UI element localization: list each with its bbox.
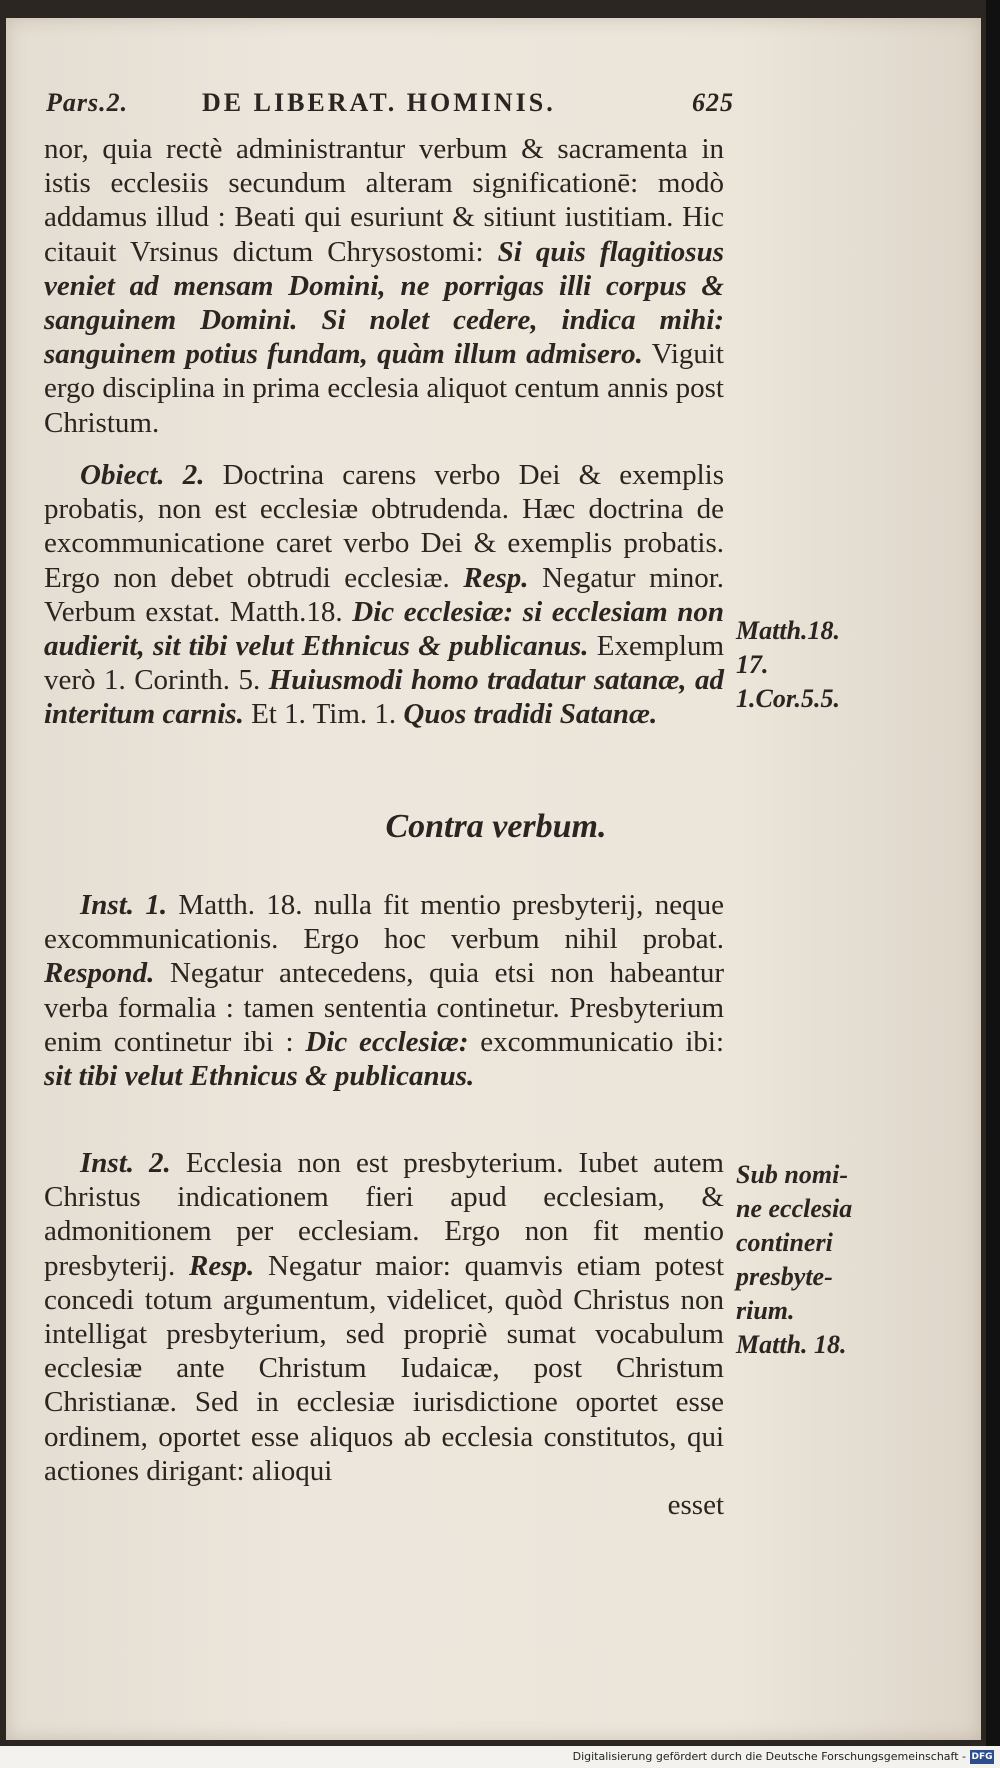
block3-segment-5: excommunicatio ibi: — [468, 1025, 725, 1058]
block2-segment-4: Dic ecclesiæ: si ecclesiam non audierit, sit tibi velut Ethnicus & publicanus. — [44, 595, 724, 663]
paragraph-objection — [44, 458, 724, 732]
paragraph-1 — [44, 132, 724, 440]
margin-note-references — [736, 614, 876, 716]
footer-bar — [0, 1746, 1000, 1768]
block2-segment-3: Negatur minor. Verbum exstat. Matth.18. — [44, 561, 725, 628]
block2-segment-8: Quos tradidi Satanæ. — [403, 698, 658, 731]
paragraph-2 — [44, 458, 724, 732]
block2-segment-6: Huiusmodi homo tradatur satanæ, ad interitum carnis. — [44, 664, 724, 731]
margin-note-line: Matth. 18. — [736, 1330, 847, 1359]
block2-segment-2: Resp. — [463, 561, 529, 594]
block2-segment-0: Obiect. 2. — [80, 459, 205, 491]
paragraph-instance-1 — [44, 888, 724, 1093]
block3-segment-3: Negatur antecedens, quia etsi non habeantur verba formalia : tamen sententia continetur. Presbyterium enim continetur ibi : — [44, 957, 724, 1058]
margin-note-line: contineri — [736, 1228, 833, 1257]
running-head-title: DE LIBERAT. HOMINIS. — [202, 88, 556, 117]
block3-segment-6: sit tibi velut Ethnicus & publicanus. — [44, 1060, 475, 1093]
scan-edge — [986, 0, 1000, 1768]
block2-segment-7: Et 1. Tim. 1. — [243, 698, 404, 731]
paragraph-continuation — [44, 132, 724, 440]
block1-segment-1: Si quis flagitiosus veniet ad mensam Domini, ne porrigas illi corpus & sanguinem Domini. Si nolet cedere, indica mihi: sanguinem potius fundam, quàm illum admisero. — [44, 235, 724, 371]
block4-segment-3: Negatur maior: quamvis etiam potest concedi totum argumentum, videlicet, quòd Christus non intelligat presbyterium, sed propriè sumat vocabulum ecclesiæ ante Christum Iudaicæ, post Christum Christianæ. Sed in ecclesiæ iurisdictione oportet esse ordinem, oportet esse aliquos ab ecclesia constitutos, qui actiones dirigant: alioqui — [44, 1249, 725, 1487]
section-heading: Contra verbum. — [385, 808, 607, 845]
margin-note-line: Matth.18. — [736, 616, 841, 645]
block4-segment-0: Inst. 2. — [80, 1147, 171, 1179]
margin-note-line: rium. — [736, 1296, 795, 1325]
block1-segment-2: Viguit ergo disciplina in prima ecclesia aliquot centum annis post Christum. — [44, 338, 724, 439]
block4-segment-2: Resp. — [189, 1249, 255, 1282]
block1-segment-0: nor, quia rectè administrantur verbum & sacramenta in istis ecclesiis secundum alteram significationē: modò addamus illud : Beati qui esuriunt & sitiunt iustitiam. Hic citauit Vrsinus dictum Chrysostomi: — [44, 133, 724, 268]
block3-segment-1: Matth. 18. nulla fit mentio presbyterij, neque excommunicationis. Ergo hoc verbum nihil probat. — [44, 889, 724, 956]
margin-note-line: Sub nomi- — [736, 1160, 848, 1189]
running-head-part: Pars.2. — [46, 88, 129, 117]
margin-note-line: ne ecclesia — [736, 1194, 853, 1223]
margin-note-sub-nomine — [736, 1158, 876, 1362]
block2-segment-1: Doctrina carens verbo Dei & exemplis probatis, non est ecclesiæ obtrudenda. Hæc doctrina de excommunicatione caret verbo Dei & exemplis probatis. Ergo non debet obtrudi ecclesiæ. — [44, 459, 724, 594]
page-number: 625 — [692, 88, 734, 117]
margin-note-line: presbyte- — [736, 1262, 833, 1291]
paragraph-instance-2 — [44, 1146, 724, 1522]
margin-note-line: 17. — [736, 650, 769, 679]
paragraph-4 — [44, 1146, 724, 1488]
paragraph-3 — [44, 888, 724, 1093]
book-page — [6, 18, 981, 1740]
margin-note-line: 1.Cor.5.5. — [736, 684, 841, 713]
block3-segment-0: Inst. 1. — [80, 889, 168, 921]
block2-segment-5: Exemplum verò 1. Corinth. 5. — [44, 630, 724, 697]
catchword: esset — [667, 1489, 724, 1522]
footer-credit: Digitalisierung gefördert durch die Deutsche Forschungsgemeinschaft - — [572, 1750, 966, 1763]
dfg-logo-icon: DFG — [971, 1752, 993, 1762]
running-head — [46, 88, 734, 122]
block4-segment-1: Ecclesia non est presbyterium. Iubet autem Christus indicationem fieri apud ecclesiam, & admonitionem per ecclesiam. Ergo non fit mentio presbyterij. — [44, 1147, 724, 1282]
block3-segment-2: Respond. — [44, 957, 155, 990]
block3-segment-4: Dic ecclesiæ: — [305, 1025, 469, 1058]
